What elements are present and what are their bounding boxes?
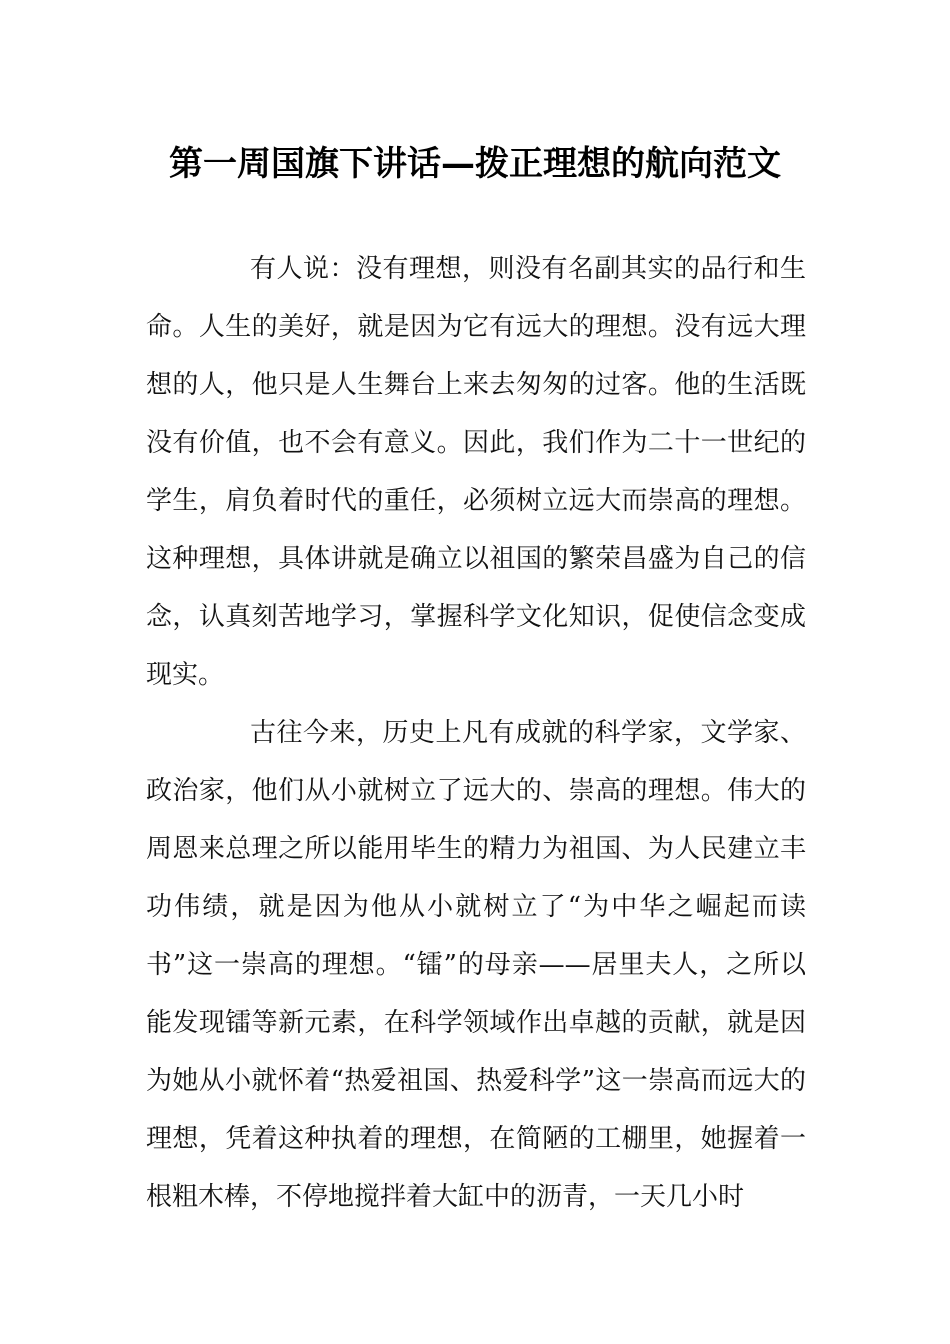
document-body: [146, 240, 806, 1226]
document-title: 第一周国旗下讲话—拨正理想的航向范文: [169, 143, 781, 184]
paragraph-2: 古往今来，历史上凡有成就的科学家，文学家、政治家，他们从小就树立了远大的、崇高的理想。伟大的周恩来总理之所以能用毕生的精力为祖国、为人民建立丰功伟绩，就是因为他从小就树立了“为中华之崛起而读书”这一崇高的理想。“镭”的母亲——居里夫人，之所以能发现镭等新元素，在科学领域作出卓越的贡献，就是因为她从小就怀着“热爱祖国、热爱科学”这一崇高而远大的理想，凭着这种执着的理想，在简陋的工棚里，她握着一根粗木棒，不停地搅拌着大缸中的沥青，一天几小时: [146, 718, 806, 1212]
paragraph-1: 有人说：没有理想，则没有名副其实的品行和生命。人生的美好，就是因为它有远大的理想。没有远大理想的人，他只是人生舞台上来去匆匆的过客。他的生活既没有价值，也不会有意义。因此，我们作为二十一世纪的学生，肩负着时代的重任，必须树立远大而崇高的理想。这种理想，具体讲就是确立以祖国的繁荣昌盛为自己的信念，认真刻苦地学习，掌握科学文化知识，促使信念变成现实。: [146, 254, 806, 690]
